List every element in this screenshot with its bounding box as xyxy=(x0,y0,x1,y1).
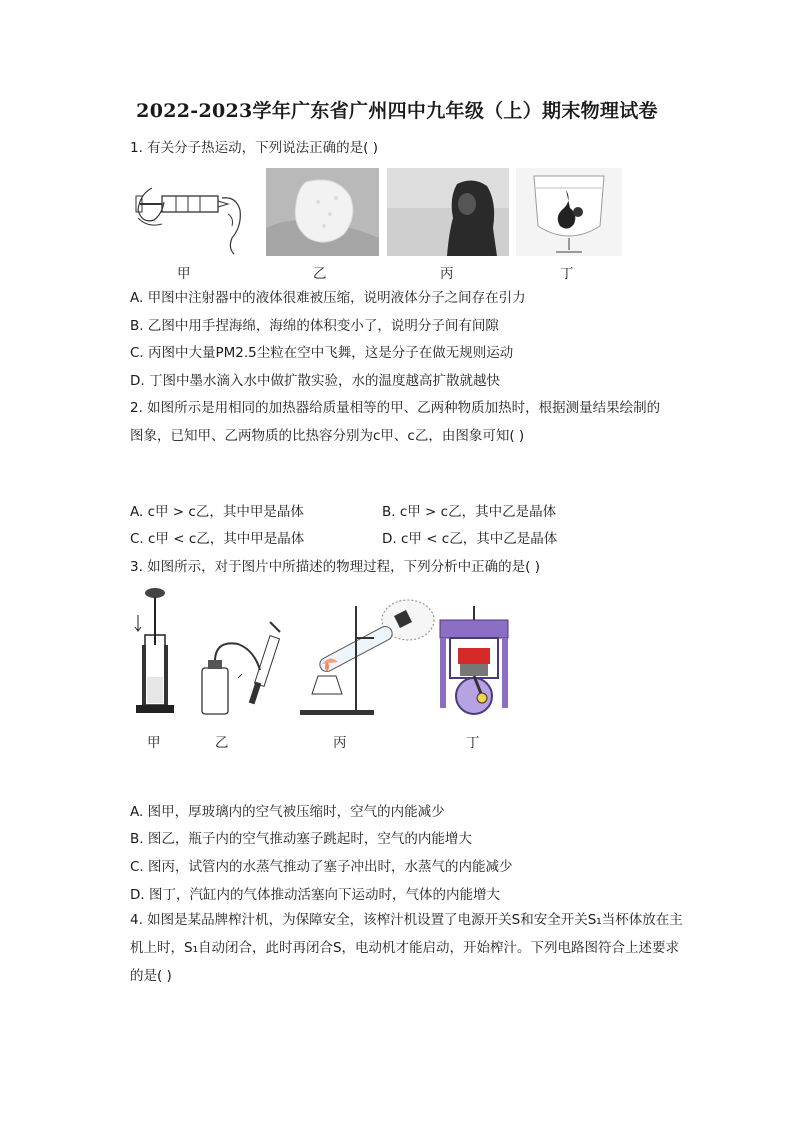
q3-option-d: D. 图丁，汽缸内的气体推动活塞向下运动时，气体的内能增大 xyxy=(130,887,500,903)
q1-caption-jia: 甲 xyxy=(177,266,191,282)
q3-figure-jia xyxy=(132,585,178,720)
q1-figure-ding xyxy=(516,168,622,256)
q2-option-b: B. c甲 > c乙，其中乙是晶体 xyxy=(382,504,557,520)
q3-figure-ding xyxy=(436,604,512,722)
q3-caption-jia: 甲 xyxy=(147,735,161,751)
q1-option-b: B. 乙图中用手捏海绵，海绵的体积变小了，说明分子间有间隙 xyxy=(130,318,499,334)
q3-figure-bing xyxy=(296,598,436,718)
q1-figure-bing xyxy=(387,168,509,256)
q3-caption-bing: 丙 xyxy=(333,735,347,751)
q1-option-c: C. 丙图中大量PM2.5尘粒在空中飞舞，这是分子在做无规则运动 xyxy=(130,345,514,361)
q2-option-c: C. c甲 < c乙，其中甲是晶体 xyxy=(130,531,305,547)
q3-caption-ding: 丁 xyxy=(466,735,480,751)
q1-caption-ding: 丁 xyxy=(560,266,574,282)
q2-option-d: D. c甲 < c乙，其中乙是晶体 xyxy=(382,531,558,547)
q1-figure-yi xyxy=(266,168,379,256)
q2-stem-line2: 图象，已知甲、乙两物质的比热容分别为c甲、c乙，由图象可知( ) xyxy=(130,428,525,444)
q4-stem: 4. 如图是某品牌榨汁机，为保障安全，该榨汁机设置了电源开关S和安全开关S₁当杯体放在主机上时，S₁自动闭合，此时再闭合S，电动机才能启动，开始榨汁。下列电路图符合上述要求的是( ) xyxy=(130,912,683,984)
q3-option-c: C. 图丙，试管内的水蒸气推动了塞子冲出时，水蒸气的内能减少 xyxy=(130,859,513,875)
q3-figure-yi xyxy=(198,616,290,720)
q3-caption-yi: 乙 xyxy=(215,735,229,751)
q1-figure-jia xyxy=(132,168,250,256)
q1-stem: 1. 有关分子热运动，下列说法正确的是( ) xyxy=(130,140,378,156)
q2-option-a: A. c甲 > c乙，其中甲是晶体 xyxy=(130,504,304,520)
q3-stem: 3. 如图所示，对于图片中所描述的物理过程，下列分析中正确的是( ) xyxy=(130,559,540,575)
q3-option-b: B. 图乙，瓶子内的空气推动塞子跳起时，空气的内能增大 xyxy=(130,831,472,847)
q1-option-a: A. 甲图中注射器中的液体很难被压缩，说明液体分子之间存在引力 xyxy=(130,290,526,306)
q1-option-d: D. 丁图中墨水滴入水中做扩散实验，水的温度越高扩散就越快 xyxy=(130,373,500,389)
q1-caption-bing: 丙 xyxy=(440,266,454,282)
exam-title: 2022-2023学年广东省广州四中九年级（上）期末物理试卷 xyxy=(136,100,658,122)
q1-caption-yi: 乙 xyxy=(313,266,327,282)
q3-option-a: A. 图甲，厚玻璃内的空气被压缩时，空气的内能减少 xyxy=(130,804,445,820)
q2-stem-line1: 2. 如图所示是用相同的加热器给质量相等的甲、乙两种物质加热时，根据测量结果绘制的 xyxy=(130,400,661,416)
